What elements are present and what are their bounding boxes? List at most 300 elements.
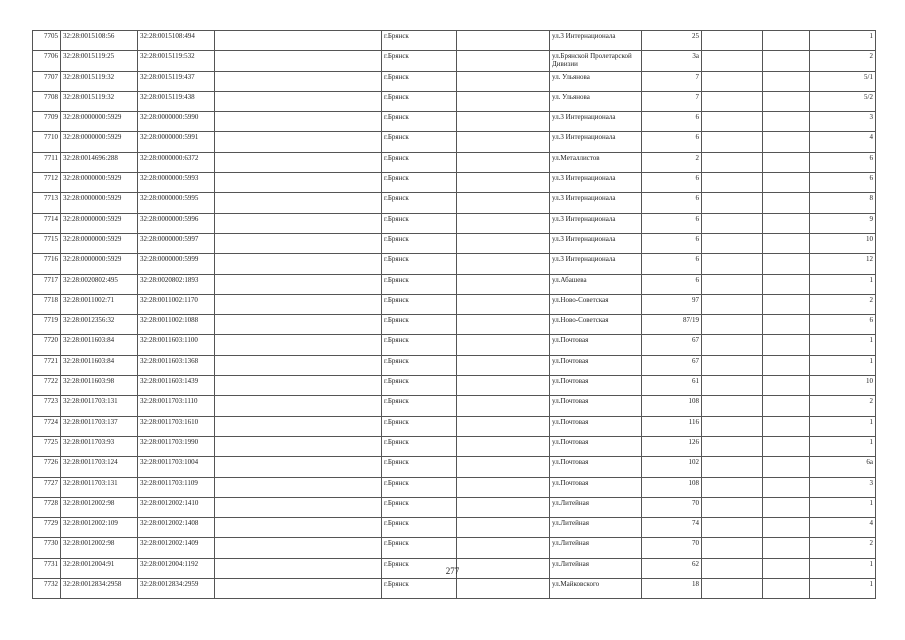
city-cell: г.Брянск: [382, 518, 457, 538]
page-number: 277: [445, 566, 460, 576]
district-cell: [457, 91, 550, 111]
cadastral-number-land-cell: 32:28:0014696:288: [61, 152, 138, 172]
street-cell: ул. Ульянова: [550, 91, 642, 111]
district-cell: [457, 579, 550, 599]
structure-cell: [763, 132, 810, 152]
cadastral-number-object-cell: 32:28:0011703:1110: [138, 396, 215, 416]
row-number-cell: 7722: [33, 376, 61, 396]
building-cell: [702, 91, 763, 111]
house-number-cell: 6: [642, 254, 702, 274]
district-cell: [457, 31, 550, 51]
apartment-cell: 6: [810, 152, 876, 172]
house-number-cell: 18: [642, 579, 702, 599]
district-cell: [457, 518, 550, 538]
cadastral-number-land-cell: 32:28:0015108:56: [61, 31, 138, 51]
street-cell: ул.Литейная: [550, 497, 642, 517]
cadastral-number-land-cell: 32:28:0011703:137: [61, 416, 138, 436]
apartment-cell: 8: [810, 193, 876, 213]
street-cell: ул.Почтовая: [550, 376, 642, 396]
cadastral-number-object-cell: 32:28:0011002:1088: [138, 315, 215, 335]
building-cell: [702, 538, 763, 558]
street-cell: ул.Литейная: [550, 558, 642, 578]
structure-cell: [763, 436, 810, 456]
district-cell: [457, 315, 550, 335]
street-cell: ул.Металлистов: [550, 152, 642, 172]
row-number-cell: 7732: [33, 579, 61, 599]
building-cell: [702, 294, 763, 314]
structure-cell: [763, 294, 810, 314]
house-number-cell: 6: [642, 132, 702, 152]
extra-info-cell: [215, 396, 382, 416]
apartment-cell: 5/2: [810, 91, 876, 111]
cadastral-number-land-cell: 32:28:0000000:5929: [61, 193, 138, 213]
street-cell: ул.Литейная: [550, 518, 642, 538]
cadastral-number-land-cell: 32:28:0000000:5929: [61, 233, 138, 253]
city-cell: г.Брянск: [382, 497, 457, 517]
apartment-cell: 1: [810, 497, 876, 517]
building-cell: [702, 152, 763, 172]
street-cell: ул.3 Интернационала: [550, 112, 642, 132]
apartment-cell: 3: [810, 477, 876, 497]
row-number-cell: 7705: [33, 31, 61, 51]
apartment-cell: 1: [810, 31, 876, 51]
cadastral-number-object-cell: 32:28:0011603:1368: [138, 355, 215, 375]
building-cell: [702, 274, 763, 294]
structure-cell: [763, 477, 810, 497]
building-cell: [702, 173, 763, 193]
building-cell: [702, 51, 763, 71]
house-number-cell: 108: [642, 477, 702, 497]
extra-info-cell: [215, 31, 382, 51]
extra-info-cell: [215, 294, 382, 314]
district-cell: [457, 335, 550, 355]
cadastral-number-land-cell: 32:28:0000000:5929: [61, 254, 138, 274]
row-number-cell: 7718: [33, 294, 61, 314]
extra-info-cell: [215, 477, 382, 497]
cadastral-number-object-cell: 32:28:0000000:5999: [138, 254, 215, 274]
district-cell: [457, 193, 550, 213]
city-cell: г.Брянск: [382, 579, 457, 599]
extra-info-cell: [215, 518, 382, 538]
extra-info-cell: [215, 497, 382, 517]
cadastral-number-land-cell: 32:28:0011703:131: [61, 396, 138, 416]
cadastral-number-object-cell: 32:28:0015119:437: [138, 71, 215, 91]
street-cell: ул.3 Интернационала: [550, 173, 642, 193]
row-number-cell: 7723: [33, 396, 61, 416]
building-cell: [702, 436, 763, 456]
district-cell: [457, 294, 550, 314]
table-row: [33, 193, 876, 213]
extra-info-cell: [215, 274, 382, 294]
extra-info-cell: [215, 193, 382, 213]
cadastral-number-object-cell: 32:28:0012002:1409: [138, 538, 215, 558]
table-row: [33, 233, 876, 253]
row-number-cell: 7725: [33, 436, 61, 456]
extra-info-cell: [215, 213, 382, 233]
structure-cell: [763, 355, 810, 375]
city-cell: г.Брянск: [382, 457, 457, 477]
table-row: [33, 112, 876, 132]
table-row: [33, 31, 876, 51]
city-cell: г.Брянск: [382, 416, 457, 436]
district-cell: [457, 71, 550, 91]
cadastral-number-land-cell: 32:28:0015119:25: [61, 51, 138, 71]
extra-info-cell: [215, 335, 382, 355]
city-cell: г.Брянск: [382, 294, 457, 314]
building-cell: [702, 518, 763, 538]
apartment-cell: 2: [810, 51, 876, 71]
extra-info-cell: [215, 51, 382, 71]
extra-info-cell: [215, 91, 382, 111]
structure-cell: [763, 416, 810, 436]
extra-info-cell: [215, 254, 382, 274]
row-number-cell: 7728: [33, 497, 61, 517]
extra-info-cell: [215, 355, 382, 375]
extra-info-cell: [215, 538, 382, 558]
row-number-cell: 7721: [33, 355, 61, 375]
house-number-cell: 6: [642, 274, 702, 294]
structure-cell: [763, 71, 810, 91]
table-row: [33, 173, 876, 193]
building-cell: [702, 396, 763, 416]
apartment-cell: 10: [810, 233, 876, 253]
building-cell: [702, 71, 763, 91]
cadastral-number-land-cell: 32:28:0012356:32: [61, 315, 138, 335]
extra-info-cell: [215, 457, 382, 477]
extra-info-cell: [215, 112, 382, 132]
cadastral-number-object-cell: 32:28:0000000:6372: [138, 152, 215, 172]
city-cell: г.Брянск: [382, 558, 457, 578]
apartment-cell: 6: [810, 315, 876, 335]
building-cell: [702, 132, 763, 152]
cadastral-number-land-cell: 32:28:0000000:5929: [61, 213, 138, 233]
row-number-cell: 7727: [33, 477, 61, 497]
street-cell: ул.Почтовая: [550, 457, 642, 477]
table-row: [33, 71, 876, 91]
building-cell: [702, 457, 763, 477]
structure-cell: [763, 579, 810, 599]
cadastral-number-land-cell: 32:28:0012002:98: [61, 538, 138, 558]
city-cell: г.Брянск: [382, 315, 457, 335]
building-cell: [702, 355, 763, 375]
street-cell: ул.Майковского: [550, 579, 642, 599]
city-cell: г.Брянск: [382, 396, 457, 416]
house-number-cell: 61: [642, 376, 702, 396]
row-number-cell: 7716: [33, 254, 61, 274]
row-number-cell: 7731: [33, 558, 61, 578]
cadastral-number-land-cell: 32:28:0011703:93: [61, 436, 138, 456]
cadastral-number-object-cell: 32:28:0020802:1893: [138, 274, 215, 294]
structure-cell: [763, 173, 810, 193]
apartment-cell: 4: [810, 518, 876, 538]
structure-cell: [763, 254, 810, 274]
structure-cell: [763, 457, 810, 477]
table-row: [33, 457, 876, 477]
cadastral-number-object-cell: 32:28:0011603:1100: [138, 335, 215, 355]
building-cell: [702, 416, 763, 436]
structure-cell: [763, 152, 810, 172]
cadastral-number-object-cell: 32:28:0012002:1410: [138, 497, 215, 517]
district-cell: [457, 173, 550, 193]
street-cell: ул.Литейная: [550, 538, 642, 558]
table-row: [33, 477, 876, 497]
cadastral-number-object-cell: 32:28:0011703:1610: [138, 416, 215, 436]
district-cell: [457, 132, 550, 152]
row-number-cell: 7711: [33, 152, 61, 172]
district-cell: [457, 477, 550, 497]
structure-cell: [763, 376, 810, 396]
city-cell: г.Брянск: [382, 335, 457, 355]
extra-info-cell: [215, 173, 382, 193]
property-table: [32, 30, 876, 599]
building-cell: [702, 477, 763, 497]
district-cell: [457, 538, 550, 558]
city-cell: г.Брянск: [382, 91, 457, 111]
house-number-cell: 102: [642, 457, 702, 477]
structure-cell: [763, 497, 810, 517]
street-cell: ул.3 Интернационала: [550, 193, 642, 213]
house-number-cell: 6: [642, 173, 702, 193]
street-cell: ул.3 Интернационала: [550, 213, 642, 233]
cadastral-number-object-cell: 32:28:0000000:5995: [138, 193, 215, 213]
city-cell: г.Брянск: [382, 213, 457, 233]
street-cell: ул.Абашева: [550, 274, 642, 294]
cadastral-number-object-cell: 32:28:0000000:5996: [138, 213, 215, 233]
table-row: [33, 436, 876, 456]
cadastral-number-land-cell: 32:28:0000000:5929: [61, 173, 138, 193]
table-row: [33, 538, 876, 558]
cadastral-number-land-cell: 32:28:0011603:84: [61, 335, 138, 355]
cadastral-number-land-cell: 32:28:0011603:98: [61, 376, 138, 396]
cadastral-number-land-cell: 32:28:0011603:84: [61, 355, 138, 375]
city-cell: г.Брянск: [382, 254, 457, 274]
building-cell: [702, 254, 763, 274]
row-number-cell: 7726: [33, 457, 61, 477]
district-cell: [457, 436, 550, 456]
structure-cell: [763, 538, 810, 558]
row-number-cell: 7720: [33, 335, 61, 355]
district-cell: [457, 355, 550, 375]
table-row: [33, 213, 876, 233]
cadastral-number-land-cell: 32:28:0011703:131: [61, 477, 138, 497]
extra-info-cell: [215, 416, 382, 436]
row-number-cell: 7706: [33, 51, 61, 71]
structure-cell: [763, 233, 810, 253]
city-cell: г.Брянск: [382, 376, 457, 396]
house-number-cell: 7: [642, 71, 702, 91]
cadastral-number-land-cell: 32:28:0012004:91: [61, 558, 138, 578]
cadastral-number-object-cell: 32:28:0000000:5991: [138, 132, 215, 152]
building-cell: [702, 213, 763, 233]
row-number-cell: 7714: [33, 213, 61, 233]
extra-info-cell: [215, 579, 382, 599]
building-cell: [702, 112, 763, 132]
row-number-cell: 7713: [33, 193, 61, 213]
table-row: [33, 396, 876, 416]
house-number-cell: 67: [642, 355, 702, 375]
apartment-cell: 1: [810, 335, 876, 355]
cadastral-number-land-cell: 32:28:0020802:495: [61, 274, 138, 294]
row-number-cell: 7724: [33, 416, 61, 436]
district-cell: [457, 233, 550, 253]
row-number-cell: 7717: [33, 274, 61, 294]
apartment-cell: 2: [810, 396, 876, 416]
extra-info-cell: [215, 315, 382, 335]
building-cell: [702, 233, 763, 253]
table-row: [33, 274, 876, 294]
row-number-cell: 7712: [33, 173, 61, 193]
street-cell: ул.3 Интернационала: [550, 254, 642, 274]
apartment-cell: 9: [810, 213, 876, 233]
cadastral-number-object-cell: 32:28:0000000:5993: [138, 173, 215, 193]
district-cell: [457, 376, 550, 396]
city-cell: г.Брянск: [382, 233, 457, 253]
row-number-cell: 7719: [33, 315, 61, 335]
house-number-cell: 67: [642, 335, 702, 355]
city-cell: г.Брянск: [382, 112, 457, 132]
cadastral-number-land-cell: 32:28:0011002:71: [61, 294, 138, 314]
structure-cell: [763, 213, 810, 233]
cadastral-number-object-cell: 32:28:0011703:1004: [138, 457, 215, 477]
street-cell: ул.Почтовая: [550, 416, 642, 436]
structure-cell: [763, 193, 810, 213]
street-cell: ул.Почтовая: [550, 396, 642, 416]
row-number-cell: 7729: [33, 518, 61, 538]
structure-cell: [763, 91, 810, 111]
table-row: [33, 355, 876, 375]
district-cell: [457, 152, 550, 172]
extra-info-cell: [215, 71, 382, 91]
house-number-cell: 108: [642, 396, 702, 416]
table-row: [33, 335, 876, 355]
cadastral-number-object-cell: 32:28:0011603:1439: [138, 376, 215, 396]
cadastral-number-object-cell: 32:28:0000000:5997: [138, 233, 215, 253]
building-cell: [702, 579, 763, 599]
house-number-cell: 74: [642, 518, 702, 538]
table-row: [33, 416, 876, 436]
house-number-cell: 126: [642, 436, 702, 456]
building-cell: [702, 31, 763, 51]
cadastral-number-land-cell: 32:28:0012002:109: [61, 518, 138, 538]
house-number-cell: 6: [642, 193, 702, 213]
house-number-cell: 6: [642, 112, 702, 132]
extra-info-cell: [215, 132, 382, 152]
row-number-cell: 7709: [33, 112, 61, 132]
extra-info-cell: [215, 152, 382, 172]
cadastral-number-object-cell: 32:28:0015119:532: [138, 51, 215, 71]
house-number-cell: 62: [642, 558, 702, 578]
cadastral-number-land-cell: 32:28:0012834:2958: [61, 579, 138, 599]
cadastral-number-land-cell: 32:28:0015119:32: [61, 91, 138, 111]
district-cell: [457, 112, 550, 132]
street-cell: ул.Ново-Советская: [550, 294, 642, 314]
building-cell: [702, 193, 763, 213]
house-number-cell: 70: [642, 538, 702, 558]
table-row: [33, 152, 876, 172]
city-cell: г.Брянск: [382, 477, 457, 497]
structure-cell: [763, 315, 810, 335]
street-cell: ул.Почтовая: [550, 355, 642, 375]
apartment-cell: 6а: [810, 457, 876, 477]
cadastral-number-object-cell: 32:28:0011703:1109: [138, 477, 215, 497]
apartment-cell: 12: [810, 254, 876, 274]
city-cell: г.Брянск: [382, 152, 457, 172]
city-cell: г.Брянск: [382, 71, 457, 91]
row-number-cell: 7708: [33, 91, 61, 111]
row-number-cell: 7710: [33, 132, 61, 152]
apartment-cell: 1: [810, 416, 876, 436]
house-number-cell: 97: [642, 294, 702, 314]
row-number-cell: 7707: [33, 71, 61, 91]
city-cell: г.Брянск: [382, 132, 457, 152]
city-cell: г.Брянск: [382, 173, 457, 193]
table-row: [33, 132, 876, 152]
cadastral-number-object-cell: 32:28:0012834:2959: [138, 579, 215, 599]
building-cell: [702, 497, 763, 517]
row-number-cell: 7730: [33, 538, 61, 558]
house-number-cell: 116: [642, 416, 702, 436]
table-row: [33, 91, 876, 111]
street-cell: ул.3 Интернационала: [550, 233, 642, 253]
city-cell: г.Брянск: [382, 193, 457, 213]
cadastral-number-land-cell: 32:28:0015119:32: [61, 71, 138, 91]
table-row: [33, 376, 876, 396]
street-cell: ул.Ново-Советская: [550, 315, 642, 335]
apartment-cell: 10: [810, 376, 876, 396]
street-cell: ул. Ульянова: [550, 71, 642, 91]
city-cell: г.Брянск: [382, 31, 457, 51]
street-cell: ул.Почтовая: [550, 335, 642, 355]
cadastral-number-object-cell: 32:28:0015108:494: [138, 31, 215, 51]
house-number-cell: 70: [642, 497, 702, 517]
house-number-cell: 3а: [642, 51, 702, 71]
structure-cell: [763, 335, 810, 355]
table-row: [33, 579, 876, 599]
apartment-cell: 1: [810, 579, 876, 599]
apartment-cell: 1: [810, 355, 876, 375]
cadastral-number-land-cell: 32:28:0000000:5929: [61, 132, 138, 152]
city-cell: г.Брянск: [382, 436, 457, 456]
structure-cell: [763, 274, 810, 294]
apartment-cell: 2: [810, 538, 876, 558]
table-row: [33, 315, 876, 335]
apartment-cell: 3: [810, 112, 876, 132]
structure-cell: [763, 396, 810, 416]
table-row: [33, 518, 876, 538]
table-row: [33, 294, 876, 314]
structure-cell: [763, 112, 810, 132]
building-cell: [702, 376, 763, 396]
cadastral-number-land-cell: 32:28:0012002:98: [61, 497, 138, 517]
city-cell: г.Брянск: [382, 274, 457, 294]
cadastral-number-object-cell: 32:28:0015119:438: [138, 91, 215, 111]
street-cell: ул.Почтовая: [550, 477, 642, 497]
apartment-cell: 1: [810, 558, 876, 578]
cadastral-number-object-cell: 32:28:0012004:1192: [138, 558, 215, 578]
row-number-cell: 7715: [33, 233, 61, 253]
structure-cell: [763, 31, 810, 51]
apartment-cell: 5/1: [810, 71, 876, 91]
table-row: [33, 51, 876, 71]
city-cell: г.Брянск: [382, 51, 457, 71]
district-cell: [457, 416, 550, 436]
apartment-cell: 6: [810, 173, 876, 193]
district-cell: [457, 213, 550, 233]
apartment-cell: 1: [810, 436, 876, 456]
cadastral-number-object-cell: 32:28:0011703:1990: [138, 436, 215, 456]
apartment-cell: 4: [810, 132, 876, 152]
district-cell: [457, 497, 550, 517]
